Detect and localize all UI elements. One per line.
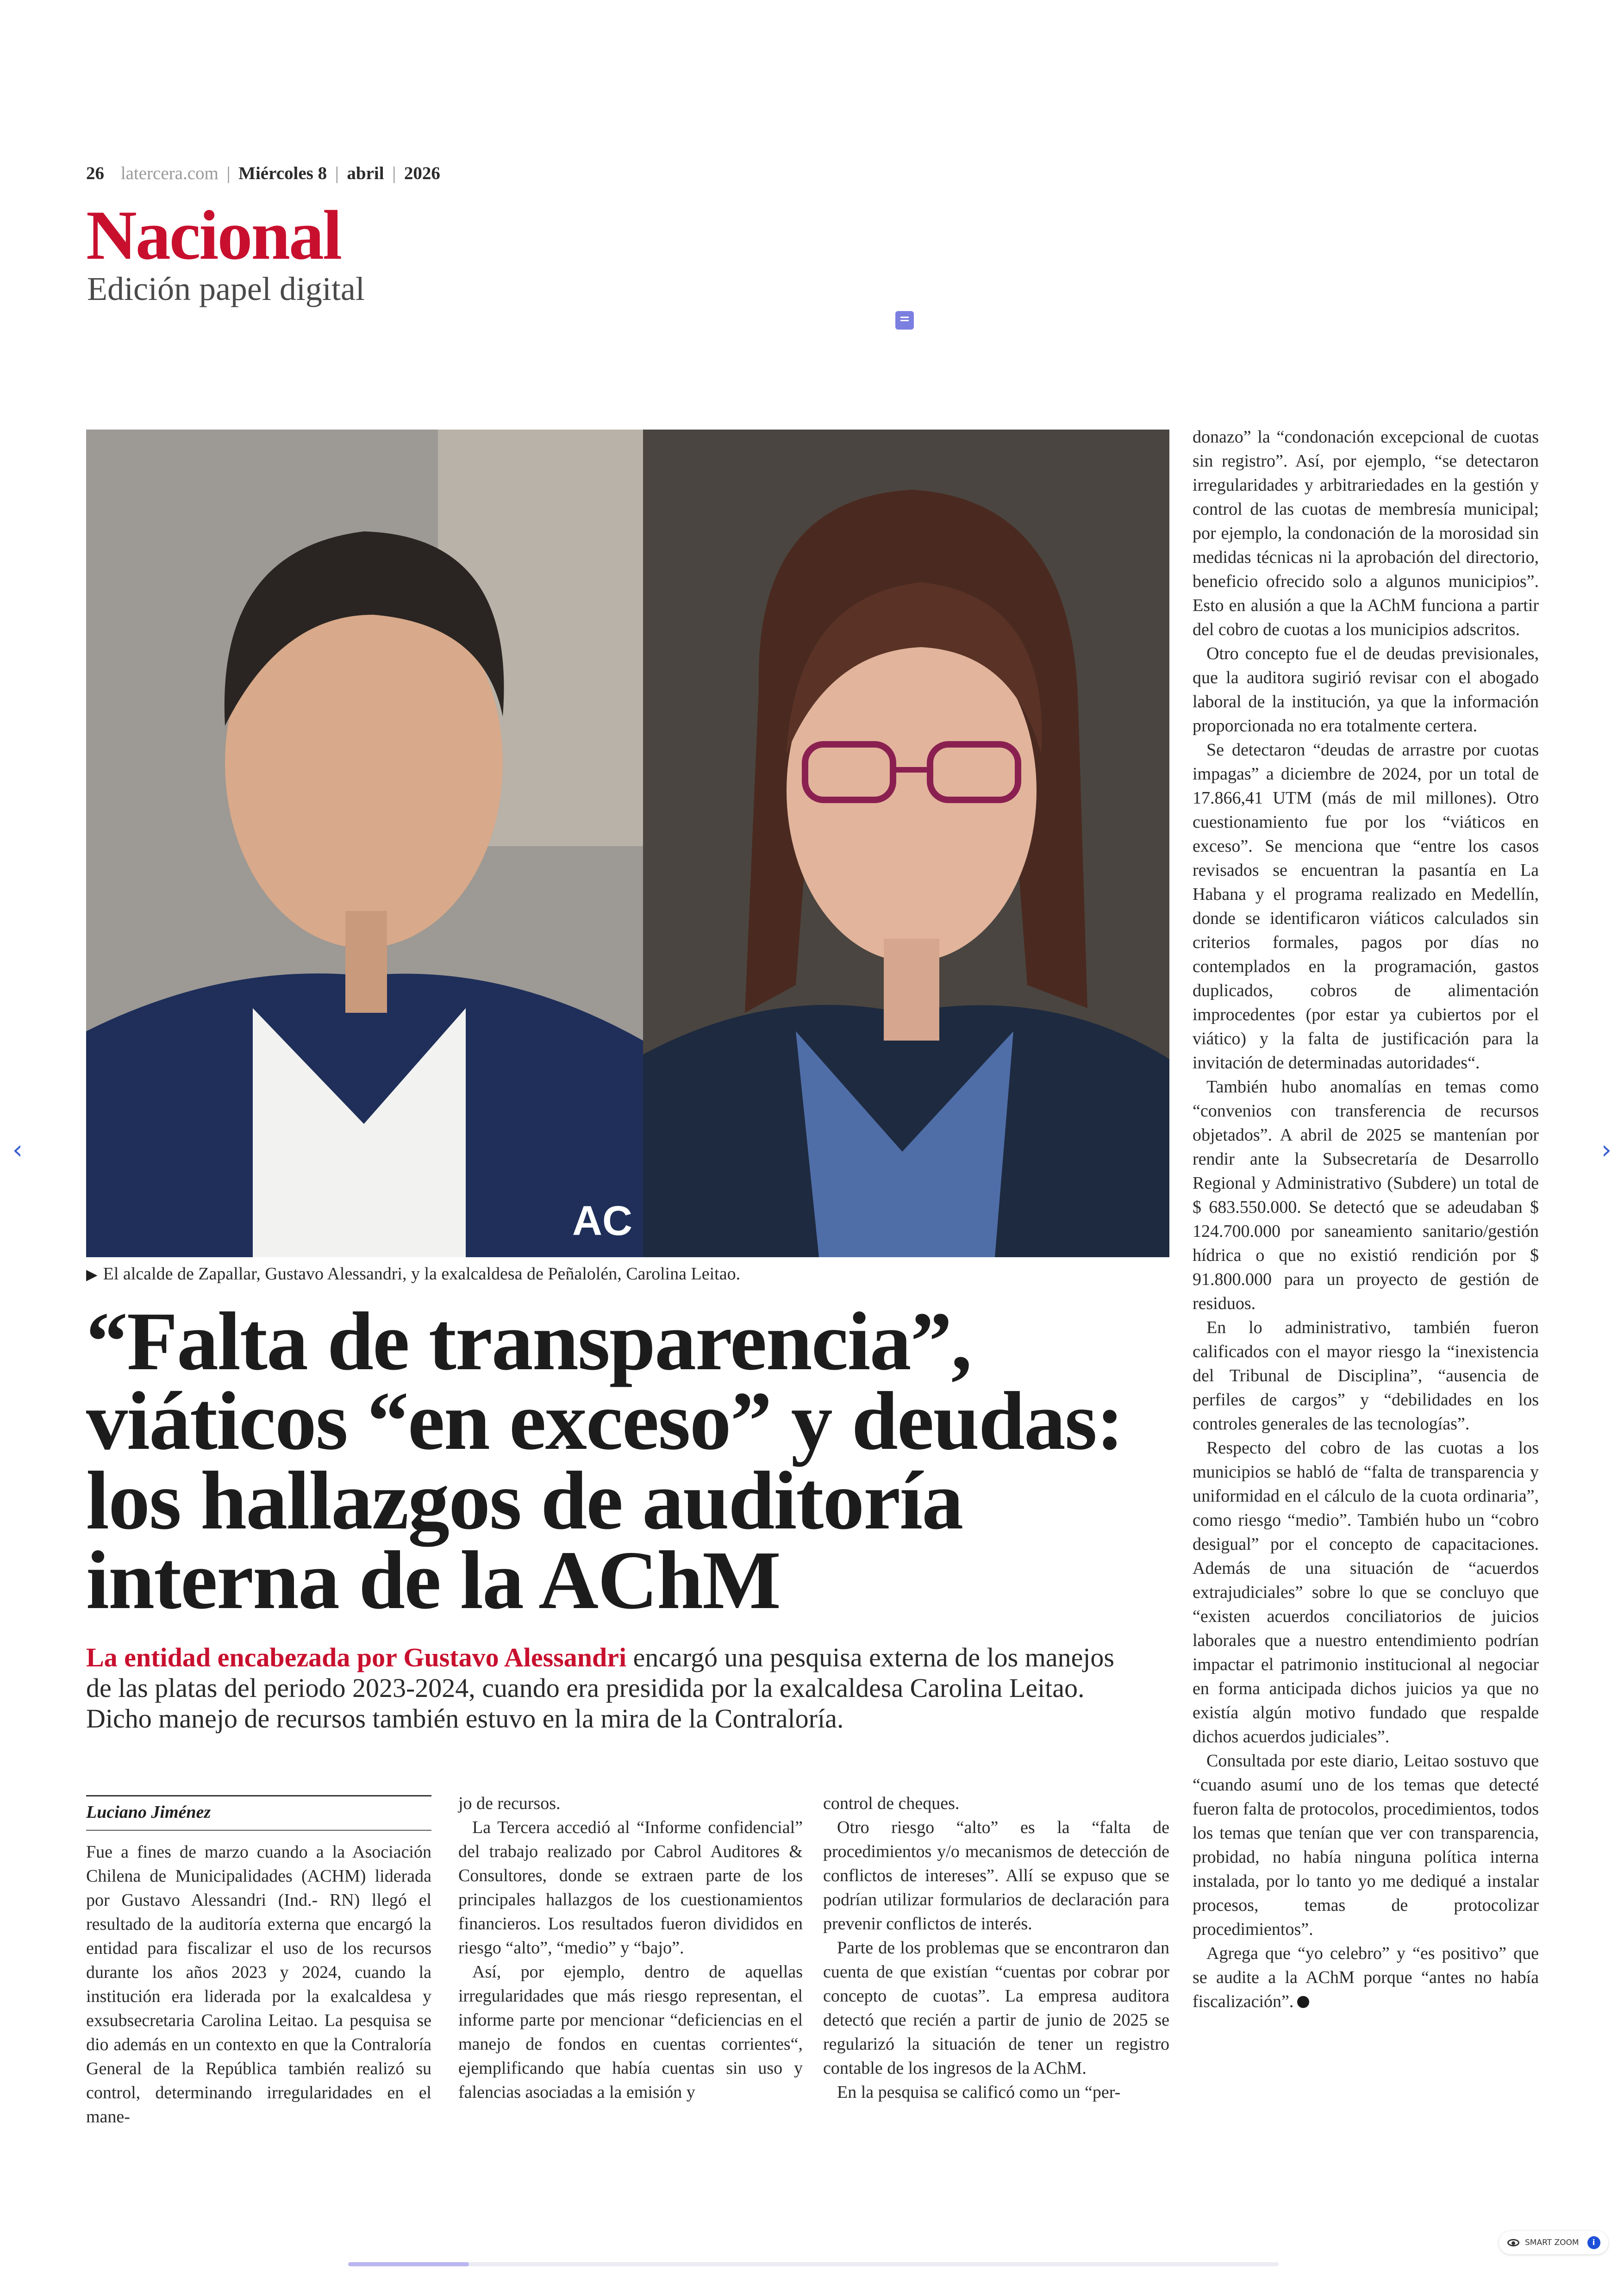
paragraph: control de cheques.: [823, 1794, 960, 1813]
photo-carolina-leitao: [643, 430, 1169, 1257]
edition-subtitle: Edición papel digital: [87, 270, 365, 307]
next-page-chevron-icon[interactable]: ›: [1601, 1135, 1612, 1165]
article-byline: [86, 1795, 431, 1822]
previous-page-chevron-icon[interactable]: ‹: [12, 1135, 23, 1165]
folio-date-day: Miércoles 8: [238, 163, 327, 183]
page-folio: [86, 163, 440, 184]
folio-separator: |: [392, 163, 396, 183]
article-lede: [86, 1642, 1128, 1734]
folio-date-month: abril: [347, 163, 384, 183]
site-name: latercera.com: [120, 163, 219, 183]
paragraph: Así, por ejemplo, dentro de aquellas irregularidades que más riesgo representan, el informe parte por mencionar “deficiencias en el manejo de fondos en cuentas corrientes“, ejemplificando que había cuentas sin uso y falencias asociadas a la emisión y: [458, 1962, 803, 2102]
portrait-man-illustration: [86, 430, 643, 1257]
byline-author: Luciano Jiménez: [86, 1802, 211, 1822]
folio-separator: |: [226, 163, 231, 183]
paragraph: La Tercera accedió al “Informe confidencial” del trabajo realizado por Cabrol Auditores & Consultores, donde se extraen parte de los principales hallazgos de los cuestionamientos financieros. Los resultados fueron divididos en riesgo “alto”, “medio” y “bajo”.: [458, 1818, 803, 1958]
article-headline: [86, 1295, 1151, 1626]
note-marker-icon[interactable]: [895, 311, 914, 330]
folio-separator: |: [335, 163, 339, 183]
photo-gustavo-alessandri: [86, 430, 643, 1257]
lede-highlight: La entidad encabezada por Gustavo Alessandri: [86, 1642, 627, 1672]
paragraph: En la pesquisa se calificó como un “per-: [837, 2083, 1121, 2102]
paragraph: Otro riesgo “alto” es la “falta de procedimientos y/o mecanismos de detección de conflictos de intereses”. Allí se expuso que se podrían utilizar formularios de declaración para prevenir conflictos de interés.: [823, 1818, 1169, 1933]
paragraph: Parte de los problemas que se encontraron dan cuenta de que existían “cuentas por cobrar por concepto de cuotas”. La empresa auditora detectó que recién a partir de junio de 2025 se regularizó la situación de tener un registro contable de los ingresos de la AChM.: [823, 1938, 1169, 2078]
smart-zoom-label: SMART ZOOM: [1525, 2238, 1579, 2247]
info-icon[interactable]: i: [1587, 2236, 1600, 2249]
eye-icon: [1507, 2239, 1519, 2246]
lede-text: encargó una pesquisa externa de los manejos de las platas del periodo 2023-2024, cuando era presidida por la exalcaldesa Carolina Leitao. Dicho manejo de recursos también estuvo en la mira de la Contraloría.: [86, 1642, 1114, 1734]
article-column-1: [86, 1840, 431, 2129]
paragraph: Respecto del cobro de las cuotas a los municipios se habló de “falta de transparencia y uniformidad en el cálculo de la cuota ordinaria”, como riesgo “medio”. También hubo un “cobro desigual” por el concepto de capacitaciones. Además de una situación de “acuerdos extrajudiciales” sobre lo que se concluyo que “existen acuerdos conciliatorios de juicios laborales que a nuestro entendimiento podrían impactar el patrimonio institucional al negociar en forma anticipada dichos juicios ya que no existía algún motivo fundado que respalde dichos acuerdos judiciales”.: [1193, 1438, 1539, 1746]
paragraph: Fue a fines de marzo cuando a la Asociación Chilena de Municipalidades (ACHM) liderada por Gustavo Alessandri (Ind.- RN) llegó el resultado de la auditoría externa que encargó la entidad para fiscalizar el uso de los recursos durante los años 2023 y 2024, cuando la institución era liderada por la exalcaldesa y exsubsecretaria Carolina Leitao. La pesquisa se dio además en un contexto en que la Contraloría General de la República también realizó su control, determinando irregularidades en el mane-: [86, 1842, 431, 2127]
photo-caption: [86, 1264, 740, 1284]
paragraph: En lo administrativo, también fueron calificados con el mayor riesgo la “inexistencia del Tribunal de Disciplina”, “ausencia de perfiles de cargos” y “debilidades en los controles generales de las tecnologías”.: [1193, 1318, 1539, 1434]
paragraph: Consultada por este diario, Leitao sostuvo que “cuando asumí uno de los temas que detecté fueron falta de protocolos, procedimientos, todos los temas que tenían que ver con transparencia, probidad, no había ninguna política interna instalada, por lo tanto yo me dediqué a instalar procesos, temas de protocolizar procedimientos”.: [1193, 1751, 1539, 1939]
end-mark-icon: [1297, 1996, 1309, 2008]
paragraph: donazo” la “condonación excepcional de cuotas sin registro”. Así, por ejemplo, “se detectaron irregularidades y arbitrariedades en la gestión y control de las cuotas de membresía municipal; por ejemplo, la condonación de la morosidad sin medidas técnicas ni la aprobación del directorio, beneficio ofrecido solo a algunos municipios”. Esto en alusión a que la AChM funciona a partir del cobro de cuotas a los municipios adscritos.: [1193, 427, 1539, 639]
section-title: Nacional: [86, 196, 341, 274]
paragraph: Otro concepto fue el de deudas previsionales, que la auditora sugirió revisar con el abogado laboral de la institución, ya que la información proporcionada no era totalmente certera.: [1193, 644, 1539, 736]
article-column-4: [1193, 425, 1539, 2014]
jacket-logo: AC: [572, 1198, 632, 1244]
headline-line: viáticos “en exceso” y deudas:: [86, 1375, 1123, 1467]
page-progress-fill: [348, 2262, 469, 2266]
headline-line: los hallazgos de auditoría: [86, 1454, 963, 1547]
paragraph-text: Agrega que “yo celebro” y “es positivo” que se audite a la AChM porque “antes no había fiscalización”.: [1193, 1944, 1539, 2011]
portrait-woman-illustration: [643, 430, 1169, 1257]
paragraph: También hubo anomalías en temas como “convenios con transferencia de recursos objetados”. A abril de 2025 se mantenían por rendir ante la Subsecretaría de Desarrollo Regional y Administrativo (Subdere) un total de $ 683.550.000. Se detectó que se adeudaban $ 124.700.000 por saneamiento sanitario/gestión hídrica o que no existió rendición por $ 91.800.000 para un proyecto de gestión de residuos.: [1193, 1077, 1539, 1313]
headline-line: interna de la AChM: [86, 1534, 781, 1626]
article-column-3: [823, 1791, 1169, 2104]
paragraph-final: [1193, 1941, 1539, 2014]
page-progress-bar[interactable]: [348, 2262, 1279, 2266]
page-number: 26: [86, 163, 104, 183]
article-column-2: [458, 1791, 803, 2104]
paragraph: jo de recursos.: [458, 1794, 561, 1813]
caption-triangle-icon: ▶: [86, 1266, 98, 1283]
caption-text: El alcalde de Zapallar, Gustavo Alessandri, y la exalcaldesa de Peñalolén, Carolina Leitao.: [103, 1264, 741, 1284]
smart-zoom-button[interactable]: [1499, 2231, 1608, 2254]
headline-line: “Falta de transparencia”,: [86, 1295, 971, 1387]
folio-date-year: 2026: [404, 163, 440, 183]
paragraph: Se detectaron “deudas de arrastre por cuotas impagas” a diciembre de 2024, por un total de 17.866,41 UTM (más de mil millones). Otro cuestionamiento fue por los “viáticos en exceso”. Se menciona que “entre los casos revisados se encuentran la pasantía en La Habana y el programa realizado en Medellín, donde se identificaron viáticos calculados sin criterios formales, pagos por días no contemplados en la programación, gastos duplicados, cobros de alimentación improcedentes (por estar ya cubiertos por el viático) y la falta de justificación para la invitación de determinadas autoridades“.: [1193, 740, 1539, 1073]
